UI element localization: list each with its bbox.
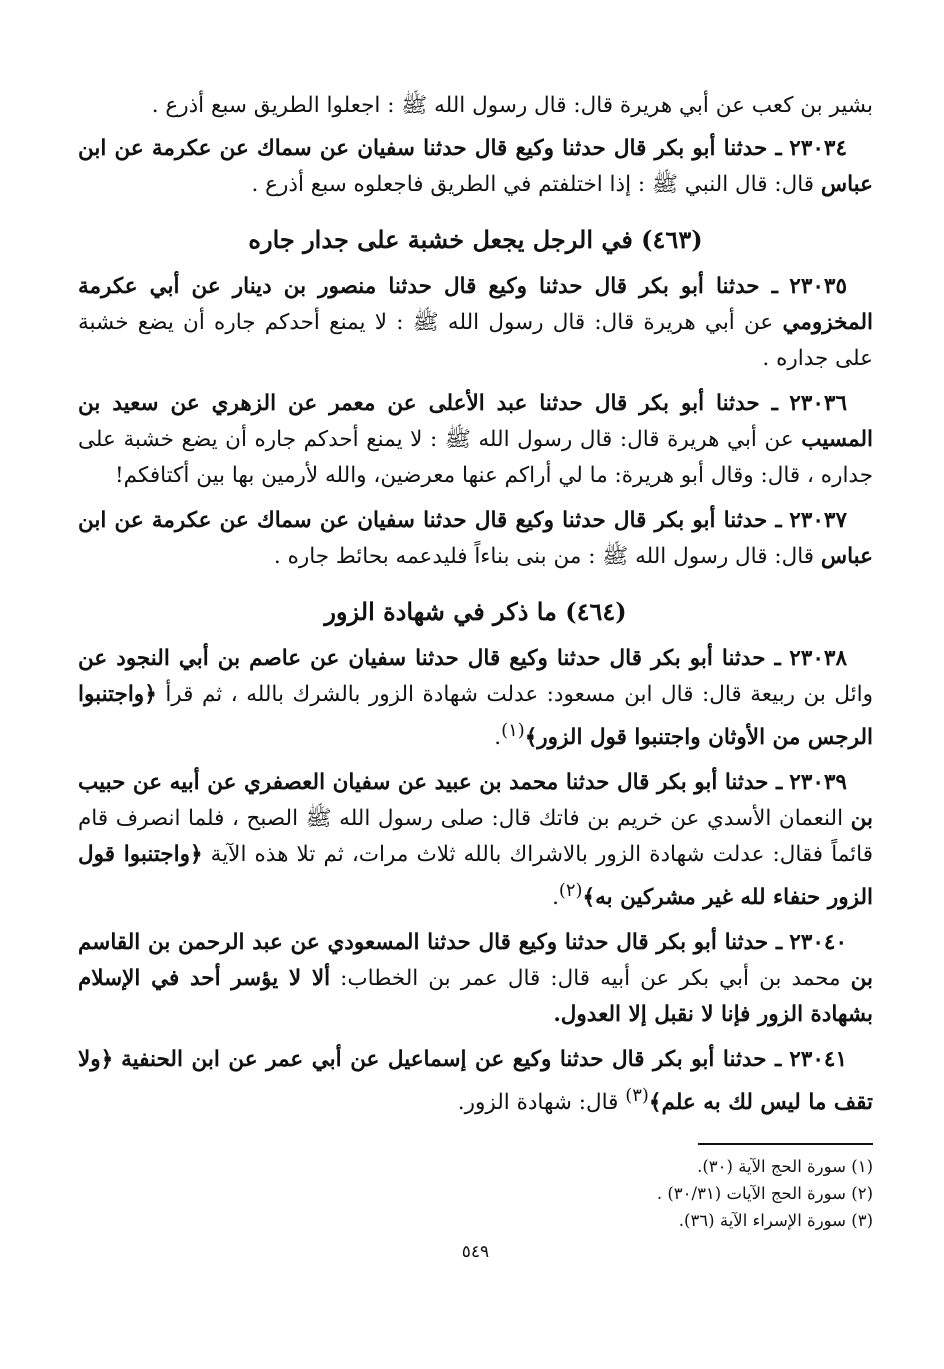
page-number: ٥٤٩ bbox=[461, 1242, 490, 1263]
hadith-number: ٢٣٠٣٨ bbox=[789, 646, 847, 671]
paragraph-text: بشير بن كعب عن أبي هريرة قال: قال رسول الله ﷺ : اجعلوا الطريق سبع أذرع . bbox=[151, 93, 873, 118]
hadith-isnad: ـ حدثنا أبو بكر قال حدثنا عبد الأعلى عن معمر عن الزهري عن سعيد بن المسيب bbox=[78, 391, 873, 452]
hadith-isnad: ـ حدثنا أبو بكر قال حدثنا محمد بن عبيد عن سفيان العصفري عن أبيه عن حبيب بن bbox=[78, 770, 873, 832]
hadith-23039 bbox=[78, 765, 873, 916]
hadith-23035 bbox=[78, 269, 873, 377]
paragraph-continuation bbox=[78, 88, 873, 124]
footnote-1: (١) سورة الحج الآية (٣٠). bbox=[697, 1157, 873, 1177]
hadith-number: ٢٣٠٣٩ bbox=[789, 770, 847, 796]
hadith-23041 bbox=[78, 1042, 873, 1121]
hadith-23034 bbox=[78, 131, 873, 203]
sentence-end: . bbox=[494, 725, 502, 751]
footnote-ref: (٢) bbox=[558, 880, 583, 902]
hadith-23036 bbox=[78, 386, 873, 494]
hadith-23037 bbox=[78, 503, 873, 575]
hadith-number: ٢٣٠٤٠ bbox=[789, 930, 847, 956]
quran-quote: ﴿واجتنبوا قول الزور حنفاء لله غير مشركين به﴾ bbox=[78, 842, 873, 911]
hadith-number: ٢٣٠٣٥ bbox=[789, 274, 848, 299]
quran-quote: ﴿واجتنبوا الرجس من الأوثان واجتنبوا قول الزور﴾ bbox=[78, 682, 873, 751]
hadith-text: قال: قال النبي ﷺ : إذا اختلفتم في الطريق فاجعلوه سبع أذرع . bbox=[251, 172, 815, 197]
footnote-ref: (١) bbox=[501, 720, 525, 741]
footnote-separator bbox=[698, 1143, 873, 1145]
hadith-isnad: ـ حدثنا أبو بكر قال حدثنا وكيع قال حدثنا سفيان عن سماك عن عكرمة عن ابن عباس bbox=[78, 508, 873, 569]
hadith-text: محمد بن أبي بكر عن أبيه قال: قال عمر بن الخطاب: bbox=[340, 966, 841, 992]
sentence-end: . bbox=[552, 885, 559, 911]
page-body bbox=[78, 88, 873, 1262]
hadith-text: وائل بن ربيعة قال: قال ابن مسعود: عدلت شهادة الزور بالشرك بالله ، ثم قرأ bbox=[165, 682, 873, 707]
chapter-heading-464: (٤٦٤) ما ذكر في شهادة الزور bbox=[324, 597, 627, 626]
hadith-number: ٢٣٠٤١ bbox=[789, 1047, 847, 1073]
quran-quote: ﴿ولا تقف ما ليس لك به علم﴾ bbox=[78, 1047, 873, 1116]
hadith-text: قال: قال رسول الله ﷺ : من بنى بناءاً فليدعمه بحائط جاره . bbox=[273, 544, 815, 569]
footnote-2: (٢) سورة الحج الآيات (٣٠/٣١) . bbox=[656, 1184, 873, 1204]
hadith-text: النعمان الأسدي عن خريم بن فاتك قال: صلى رسول الله ﷺ الصبح ، فلما انصرف قام قائماً فقال: عدلت شهادة الزور بالاشراك بالله ثلاث مرات، ثم تلا هذه الآية bbox=[78, 806, 873, 868]
hadith-text: عن أبي هريرة قال: قال رسول الله ﷺ : لا يمنع أحدكم جاره أن يضع خشبة على جداره ، قال: وقال أبو هريرة: ما لي أراكم عنها معرضين، والله لأرمين بها بين أكتافكم! bbox=[78, 427, 873, 488]
hadith-number: ٢٣٠٣٦ bbox=[789, 391, 847, 416]
hadith-isnad: ـ حدثنا أبو بكر قال حدثنا وكيع قال حدثنا سفيان عن عاصم بن أبي النجود عن bbox=[78, 646, 781, 671]
hadith-isnad: ـ حدثنا أبو بكر قال حدثنا وكيع قال حدثنا سفيان عن سماك عن عكرمة عن ابن عباس bbox=[78, 136, 873, 197]
hadith-isnad: ـ حدثنا أبو بكر قال حدثنا وكيع عن إسماعيل عن أبي عمر عن ابن الحنفية bbox=[121, 1047, 782, 1073]
hadith-23040 bbox=[78, 925, 873, 1033]
footnote-3: (٣) سورة الإسراء الآية (٣٦). bbox=[678, 1211, 873, 1231]
hadith-text: عن أبي هريرة قال: قال رسول الله ﷺ : لا يمنع أحدكم جاره أن يضع خشبة على جداره . bbox=[78, 310, 873, 371]
hadith-quote-bold: ألا لا يؤسر أحد في الإسلام بشهادة الزور فإنا لا نقبل إلا العدول. bbox=[78, 966, 873, 1028]
hadith-number: ٢٣٠٣٧ bbox=[789, 508, 847, 533]
hadith-text: قال: شهادة الزور. bbox=[457, 1090, 619, 1116]
hadith-number: ٢٣٠٣٤ bbox=[789, 136, 847, 161]
chapter-heading-463: (٤٦٣) في الرجل يجعل خشبة على جدار جاره bbox=[248, 225, 703, 254]
footnote-ref: (٣) bbox=[625, 1085, 649, 1107]
hadith-23038 bbox=[78, 641, 873, 756]
hadith-isnad: ـ حدثنا أبو بكر قال حدثنا وكيع قال حدثنا منصور بن دينار عن أبي عكرمة المخزومي bbox=[78, 274, 873, 335]
hadith-isnad: ـ حدثنا أبو بكر قال حدثنا وكيع قال حدثنا المسعودي عن عبد الرحمن بن القاسم بن bbox=[78, 930, 873, 992]
